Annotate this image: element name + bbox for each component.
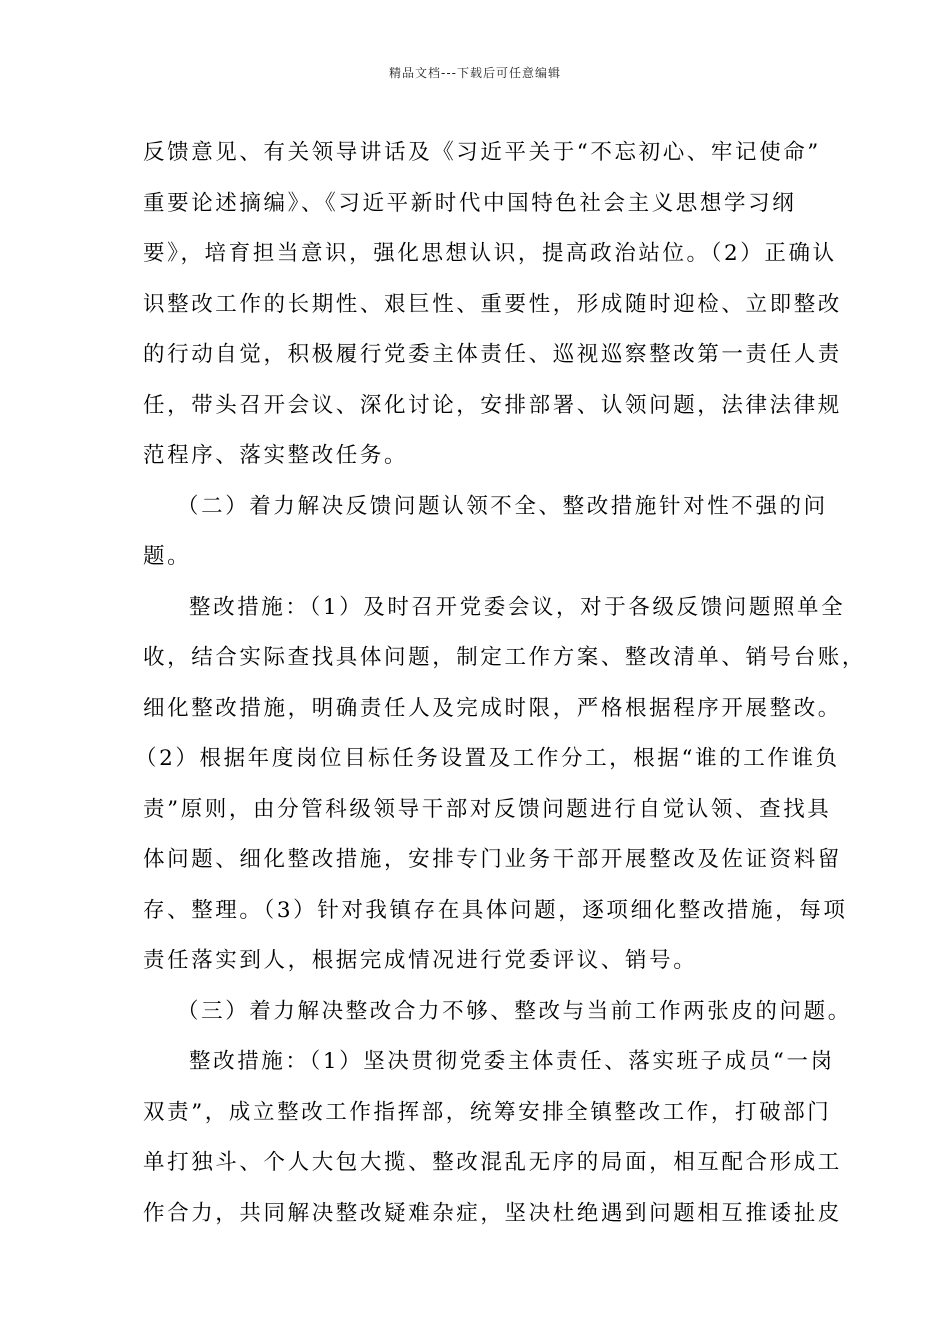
text-line: 重要论述摘编》、《习近平新时代中国特色社会主义思想学习纲: [143, 190, 797, 216]
paragraph-start: 整改措施：（1）坚决贯彻党委主体责任、落实班子成员“一岗: [189, 1049, 835, 1074]
text-line: 收，结合实际查找具体问题，制定工作方案、整改清单、销号台账，: [143, 645, 867, 670]
text-line: 责任落实到人，根据完成情况进行党委评议、销号。: [143, 948, 698, 973]
section-heading-3: （三）着力解决整改合力不够、整改与当前工作两张皮的问题。: [177, 998, 852, 1024]
text-line: 体问题、细化整改措施，安排专门业务干部开展整改及佐证资料留: [143, 847, 842, 872]
text-line: 作合力，共同解决整改疑难杂症，坚决杜绝遇到问题相互推诿扯皮: [143, 1200, 842, 1226]
page-header: 精品文档---下载后可任意编辑: [389, 66, 561, 80]
text-line: 任，带头召开会议、深化讨论，安排部署、认领问题，法律法律规: [143, 392, 842, 418]
paragraph-start: 整改措施：（1）及时召开党委会议，对于各级反馈问题照单全: [189, 594, 846, 620]
section-heading-2: （二）着力解决反馈问题认领不全、整改措施针对性不强的问: [177, 493, 828, 519]
text-line: 双责”，成立整改工作指挥部，统筹安排全镇整改工作，打破部门: [143, 1099, 832, 1125]
text-line: 题。: [143, 544, 192, 569]
text-line: 存、整理。（3）针对我镇存在具体问题，逐项细化整改措施，每项: [143, 897, 848, 923]
text-line: 细化整改措施，明确责任人及完成时限，严格根据程序开展整改。: [143, 695, 842, 721]
text-line: 要》，培育担当意识，强化思想认识，提高政治站位。（2）正确认: [143, 241, 837, 266]
text-line: 责”原则，由分管科级领导干部对反馈问题进行自觉认领、查找具: [143, 796, 832, 822]
text-line: 反馈意见、有关领导讲话及《习近平关于“不忘初心、牢记使命”: [143, 140, 821, 165]
text-line: 范程序、落实整改任务。: [143, 443, 409, 468]
text-line: （2）根据年度岗位目标任务设置及工作分工，根据“谁的工作谁负: [135, 746, 840, 771]
text-line: 单打独斗、个人大包大揽、整改混乱无序的局面，相互配合形成工: [143, 1150, 842, 1175]
text-line: 的行动自觉，积极履行党委主体责任、巡视巡察整改第一责任人责: [143, 342, 842, 367]
text-line: 识整改工作的长期性、艰巨性、重要性，形成随时迎检、立即整改: [143, 291, 842, 317]
document-body: [135, 128, 867, 1239]
